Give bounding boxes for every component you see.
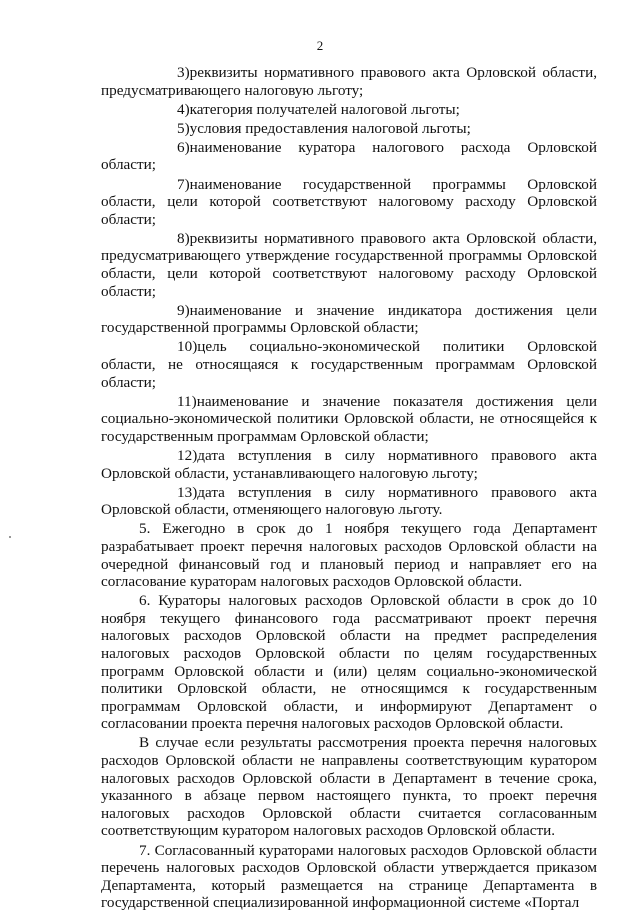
list-item-number: 7) (177, 175, 190, 193)
list-item-number: 8) (177, 229, 190, 247)
list-item (101, 139, 597, 174)
list-item-number: 3) (177, 64, 190, 81)
list-item (101, 230, 597, 300)
paragraph: 7. Согласованный кураторами налоговых расходов Орловской области перечень налоговых расходов Орловской области утверждается приказом Департамента, который размещается на странице Департамента в государственной специализированной информационной системе «Портал (101, 841, 597, 912)
list-item (101, 120, 597, 138)
paragraph: В случае если результаты рассмотрения проекта перечня налоговых расходов Орловской области не направлены соответствующим куратором налоговых расходов Орловской области в Департамент в течение срока, указанного в абзаце первом настоящего пункта, то проект перечня налоговых расходов Орловской области считается согласованным соответствующим куратором налоговых расходов Орловской области. (101, 734, 597, 840)
list-item-text: наименование государственной программы Орловской области, цели которой соответствуют налоговому расходу Орловской области; (101, 175, 597, 228)
list-item-text: условия предоставления налоговой льготы; (189, 119, 471, 137)
list-item-number: 9) (177, 301, 190, 319)
paragraph: 6. Кураторы налоговых расходов Орловской области в срок до 10 ноября текущего финансового года рассматривают проект перечня налоговых расходов Орловской области на предмет распределения налоговых расходов Орловской области по целям государственных программ Орловской области и (или) целям социально-экономической политики Орловской области, не относящимся к государственным программам Орловской области, и информируют Департамент о согласовании проекта перечня налоговых расходов Орловской области. (101, 592, 597, 733)
list-item-text: цель социально-экономической политики Орловской области, не относящаяся к государственным программам Орловской области; (101, 338, 597, 391)
list-item (101, 302, 597, 337)
list-item-number: 4) (177, 100, 190, 118)
list-item-number: 12) (177, 446, 198, 464)
list-item (101, 447, 597, 482)
list-item (101, 393, 597, 446)
list-item (101, 101, 597, 119)
list-item-text: реквизиты нормативного правового акта Орловской области, предусматривающего утверждение государственной программы Орловской области, цели которой соответствуют налоговому расходу Орловской области; (101, 229, 597, 300)
paragraph: 5. Ежегодно в срок до 1 ноября текущего года Департамент разрабатывает проект перечня налоговых расходов Орловской области на очередной финансовый год и плановый период и направляет его на согласование кураторам налоговых расходов Орловской области. (101, 520, 597, 591)
document-body (101, 64, 597, 913)
list-item (101, 484, 597, 519)
list-item (101, 338, 597, 391)
numbered-list (101, 64, 597, 519)
scan-artifact (9, 536, 11, 538)
list-item-text: наименование и значение индикатора достижения цели государственной программы Орловской области; (101, 301, 597, 337)
list-item-number: 13) (177, 483, 198, 501)
list-item-text: наименование куратора налогового расхода Орловской области; (101, 138, 597, 174)
list-item-text: категория получателей налоговой льготы; (189, 100, 460, 118)
list-item (101, 176, 597, 229)
list-item-text: реквизиты нормативного правового акта Орловской области, предусматривающего налоговую льготу; (101, 64, 597, 99)
list-item-text: наименование и значение показателя достижения цели социально-экономической политики Орловской области, не относящейся к государственным программам Орловской области; (101, 392, 597, 445)
list-item-number: 11) (177, 392, 197, 410)
page-number: 2 (316, 38, 324, 53)
list-item-text: дата вступления в силу нормативного правового акта Орловской области, отменяющего налоговую льготу. (101, 483, 597, 519)
paragraph-list (101, 520, 597, 912)
list-item (101, 64, 597, 99)
list-item-number: 10) (177, 338, 198, 356)
list-item-number: 5) (177, 119, 190, 137)
list-item-text: дата вступления в силу нормативного правового акта Орловской области, устанавливающего налоговую льготу; (101, 446, 597, 482)
list-item-number: 6) (177, 138, 190, 156)
